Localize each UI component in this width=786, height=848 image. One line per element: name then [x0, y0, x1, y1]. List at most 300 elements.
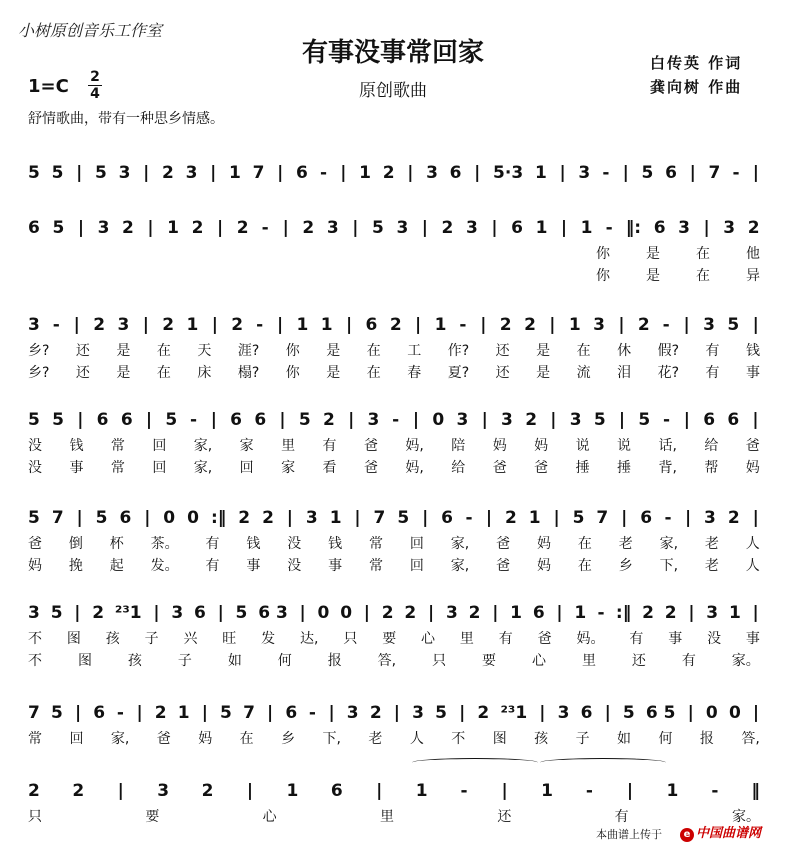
lyric-syllable: 兴: [183, 631, 198, 647]
lyric-syllable: 倒: [68, 536, 83, 552]
notation-row: [28, 407, 760, 433]
barline: |: [286, 508, 293, 528]
lyric-syllable: 老: [618, 536, 633, 552]
note: 6: [532, 603, 545, 623]
barline: |: [752, 410, 759, 430]
note: 6: [194, 603, 206, 623]
lyric-syllable: 是: [646, 268, 660, 284]
lyric-syllable: 花?: [657, 365, 680, 381]
barline: |: [474, 163, 481, 183]
note: 1: [580, 218, 593, 238]
notation-row: [28, 700, 760, 726]
lyric-syllable: 孩: [127, 653, 142, 669]
lyric-syllable: 如: [617, 731, 632, 747]
note: 5: [28, 163, 40, 183]
barline: |: [340, 163, 347, 183]
barline: |: [77, 218, 85, 238]
studio-name: 小树原创音乐工作室: [18, 21, 163, 40]
note: 3: [396, 218, 409, 238]
lyric-syllable: 捶: [575, 460, 590, 476]
note: 5: [641, 163, 654, 183]
lyric-syllable: 人: [409, 731, 424, 747]
note: 2: [477, 703, 490, 723]
lyric-syllable: 你: [596, 268, 610, 284]
lyricist-credit: 白传英 作词: [650, 54, 743, 72]
lyric-syllable: 钱: [745, 343, 760, 359]
note: 2: [72, 781, 85, 801]
barline: |: [352, 218, 359, 238]
lyric-syllable: 妈: [534, 438, 549, 454]
lyric-syllable: 没: [287, 558, 302, 574]
note: -: [664, 508, 672, 528]
note: 3: [557, 703, 570, 723]
lyric-syllable: 有: [681, 653, 696, 669]
note: 2: [441, 218, 454, 238]
lyric-syllable: 有: [205, 536, 220, 552]
note: 3: [466, 218, 478, 238]
barline: |: [683, 315, 690, 335]
note: 6: [330, 781, 343, 801]
note: 1: [434, 315, 447, 335]
note: 2: [201, 781, 214, 801]
note: 5: [52, 410, 65, 430]
lyric-syllable: 是: [326, 365, 341, 381]
note: 0: [163, 508, 176, 528]
note: 3: [501, 410, 513, 430]
lyric-syllable: 事: [328, 558, 343, 574]
lyric-syllable: 妈: [536, 536, 551, 552]
lyric-syllable: 挽: [68, 558, 83, 574]
key-signature: 1=C: [28, 76, 69, 97]
lyric-syllable: 茶。: [150, 536, 179, 552]
lyric-syllable: 没: [28, 460, 42, 476]
lyric-syllable: 帮: [704, 460, 719, 476]
note: -: [459, 315, 467, 335]
note: 6: [295, 163, 308, 183]
barline: |: [421, 218, 429, 238]
note: 7: [252, 163, 265, 183]
barline: :‖: [615, 603, 632, 623]
note: 7: [596, 508, 609, 528]
barline: |: [201, 703, 208, 723]
note: 1: [535, 218, 548, 238]
lyric-syllable: 家,: [450, 536, 470, 552]
lyric-syllable: 只: [28, 809, 42, 825]
note: 1: [167, 218, 179, 238]
lyric-syllable: 爸: [496, 536, 511, 552]
lyric-syllable: 给: [451, 460, 466, 476]
barline: |: [687, 703, 694, 723]
lyric-syllable: 回: [409, 558, 424, 574]
lyric-syllable: 钱: [69, 438, 84, 454]
lyric-syllable: 老: [704, 558, 719, 574]
note: 6: [365, 315, 378, 335]
lyric-syllable: 报: [699, 731, 714, 747]
note: 1: [320, 315, 333, 335]
lyric-syllable: 回: [152, 460, 167, 476]
barline: |: [393, 703, 400, 723]
note: 2: [93, 315, 106, 335]
lyric-syllable: 常: [28, 731, 42, 747]
barline: |: [553, 508, 560, 528]
lyric-syllable: 你: [285, 343, 300, 359]
notation-row: [28, 215, 760, 241]
note: 3: [326, 218, 339, 238]
barline: |: [73, 315, 80, 335]
note: 6: [511, 218, 523, 238]
lyric-syllable: 常: [110, 438, 125, 454]
lyric-syllable: 爸: [28, 536, 42, 552]
note: 2: [231, 315, 244, 335]
barline: |: [153, 603, 160, 623]
lyric-syllable: 事: [668, 631, 683, 647]
barline: |: [684, 508, 692, 528]
lyric-syllable: 看: [322, 460, 337, 476]
note: 2: [162, 315, 175, 335]
note: 6: [580, 703, 593, 723]
barline: |: [147, 218, 154, 238]
lyric-syllable: 事: [745, 365, 760, 381]
notation-row: [28, 505, 760, 531]
notation-row: [28, 312, 760, 338]
note: 3: [346, 703, 359, 723]
lyric-syllable: 里: [379, 809, 394, 825]
lyric-syllable: 只: [432, 653, 447, 669]
note: 7: [28, 703, 40, 723]
lyric-syllable: 不: [28, 631, 42, 647]
lyric-syllable: 有: [705, 343, 720, 359]
lyric-syllable: 如: [227, 653, 242, 669]
barline: |: [217, 603, 224, 623]
note: 6: [96, 410, 109, 430]
lyric-syllable: 钱: [328, 536, 343, 552]
note: 3: [117, 315, 130, 335]
note: -: [261, 218, 269, 238]
lyric-syllable: 在: [366, 343, 381, 359]
barline: |: [144, 508, 151, 528]
barline: |: [210, 163, 217, 183]
lyric-syllable: 妈。: [576, 631, 605, 647]
note: 1: [177, 703, 190, 723]
note: 2: [238, 508, 251, 528]
barline: |: [752, 163, 759, 183]
barline: |: [354, 508, 361, 528]
barline: |: [422, 508, 429, 528]
lyric-syllable: 说: [617, 438, 632, 454]
note: 5: [95, 508, 108, 528]
note: -: [52, 315, 60, 335]
lyric-syllable: 不: [451, 731, 466, 747]
lyric-syllable: 是: [536, 365, 551, 381]
barline: |: [485, 508, 493, 528]
note: 2: [389, 315, 402, 335]
barline: |: [363, 603, 370, 623]
lyric-syllable: 不: [28, 653, 42, 669]
note: 1: [568, 315, 581, 335]
lyric-syllable: 事: [745, 631, 760, 647]
note: 6 5: [645, 703, 676, 723]
lyric-syllable: 乡: [281, 731, 296, 747]
barline: |: [348, 410, 355, 430]
note: 3: [28, 603, 40, 623]
song-title: 有事没事常回家: [301, 38, 484, 68]
barline: |: [492, 603, 499, 623]
lyric-syllable: 在: [696, 268, 710, 284]
lyric-syllable: 杯: [109, 536, 124, 552]
note: 1: [528, 508, 541, 528]
lyric-row: [28, 265, 760, 285]
lyric-syllable: 发: [261, 631, 276, 647]
note: 5: [50, 603, 63, 623]
note: 3: [185, 163, 198, 183]
lyric-syllable: 在: [156, 343, 171, 359]
lyric-syllable: 何: [658, 731, 673, 747]
barline: |: [74, 603, 81, 623]
barline: |: [549, 315, 556, 335]
lyric-syllable: 要: [145, 809, 160, 825]
lyric-syllable: 孩: [534, 731, 549, 747]
lyric-syllable: 你: [285, 365, 300, 381]
note: 3: [445, 603, 458, 623]
lyric-syllable: 心: [421, 631, 436, 647]
barline: |: [267, 703, 274, 723]
note: 3: [367, 410, 380, 430]
note: 2: [525, 410, 538, 430]
lyric-syllable: 爸: [537, 631, 552, 647]
barline: |: [556, 603, 563, 623]
note: 3: [678, 218, 690, 238]
lyric-syllable: 爸: [534, 460, 549, 476]
note: 7: [708, 163, 721, 183]
lyric-syllable: 还: [495, 343, 510, 359]
barline: |: [246, 781, 254, 801]
note: 6: [653, 218, 666, 238]
barline: |: [277, 163, 284, 183]
barline: |: [328, 703, 335, 723]
lyric-syllable: 有: [614, 809, 629, 825]
barline: |: [703, 218, 710, 238]
lyric-syllable: 要: [382, 631, 397, 647]
note: -: [663, 410, 671, 430]
note: 5: [727, 315, 740, 335]
note: 7: [51, 508, 64, 528]
note: 5: [165, 410, 178, 430]
lyric-syllable: 老: [368, 731, 383, 747]
lyric-row: [28, 728, 760, 748]
lyric-syllable: 在: [239, 731, 254, 747]
lyric-syllable: 只: [343, 631, 358, 647]
barline: |: [143, 163, 150, 183]
barline: |: [427, 603, 435, 623]
note: 3: [157, 781, 170, 801]
lyric-syllable: 是: [536, 343, 551, 359]
note: 2: [468, 603, 481, 623]
note: 3: [703, 315, 715, 335]
note: 5: [94, 163, 107, 183]
lyric-syllable: 是: [116, 343, 131, 359]
note: -: [392, 410, 400, 430]
lyric-syllable: 还: [75, 343, 90, 359]
lyric-row: [28, 340, 760, 360]
lyric-syllable: 家。: [731, 653, 760, 669]
lyric-syllable: 要: [482, 653, 497, 669]
note: 2: [382, 163, 395, 183]
note: 0: [187, 508, 199, 528]
note: 2: [747, 218, 760, 238]
lyric-syllable: 是: [646, 246, 660, 262]
composer-credit: 龚向树 作曲: [650, 78, 743, 96]
barline: |: [559, 163, 566, 183]
note: 2: [323, 410, 335, 430]
lyric-syllable: 下,: [322, 731, 341, 747]
barline: ‖: [751, 781, 760, 801]
note: 2: [154, 703, 167, 723]
note: 6: [441, 508, 453, 528]
barline: |: [276, 315, 284, 335]
lyric-syllable: 爸: [496, 558, 511, 574]
lyric-syllable: 回: [152, 438, 167, 454]
lyric-syllable: 发。: [150, 558, 179, 574]
lyric-row: [28, 243, 760, 263]
note: 3: [569, 410, 582, 430]
barline: |: [618, 315, 625, 335]
lyric-syllable: 有: [629, 631, 644, 647]
lyric-syllable: 达,: [300, 631, 319, 647]
note: 1: [574, 603, 587, 623]
note: -: [189, 410, 198, 430]
lyric-syllable: 涯?: [237, 343, 260, 359]
note: 2: [637, 315, 650, 335]
note: -: [465, 508, 473, 528]
lyric-syllable: 妈: [745, 460, 760, 476]
note: 6: [28, 218, 40, 238]
note: 0: [340, 603, 353, 623]
lyric-syllable: 妈: [28, 558, 42, 574]
lyric-syllable: 家,: [659, 536, 679, 552]
barline: |: [752, 603, 759, 623]
lyric-syllable: 常: [110, 460, 125, 476]
tie-arc: [412, 758, 538, 767]
lyric-syllable: 家,: [193, 460, 213, 476]
lyric-syllable: 妈: [536, 558, 551, 574]
lyric-syllable: 乡: [618, 558, 633, 574]
note: ²³1: [500, 703, 528, 723]
lyric-row: [28, 628, 760, 648]
lyric-syllable: 工: [407, 343, 422, 359]
note: 3: [426, 163, 438, 183]
lyric-syllable: 在: [576, 343, 591, 359]
lyric-syllable: 事: [246, 558, 261, 574]
lyric-syllable: 人: [745, 536, 760, 552]
lyric-syllable: 家: [281, 460, 296, 476]
lyric-syllable: 流: [576, 365, 591, 381]
note: 6: [449, 163, 462, 183]
lyric-row: [28, 806, 760, 826]
note: 3: [28, 315, 40, 335]
lyric-syllable: 爸: [156, 731, 171, 747]
lyric-syllable: 说: [575, 438, 590, 454]
song-description: 舒情歌曲，带有一种思乡情感。: [28, 111, 224, 127]
lyric-syllable: 子: [144, 631, 159, 647]
site-logo-icon: e: [680, 828, 694, 842]
lyric-syllable: 假?: [657, 343, 680, 359]
lyric-syllable: 给: [704, 438, 719, 454]
note: 2: [524, 315, 536, 335]
barline: |: [689, 163, 696, 183]
lyric-syllable: 在: [696, 246, 710, 262]
note: 2: [92, 603, 105, 623]
lyric-syllable: 爸: [363, 438, 378, 454]
note: 5: [622, 703, 635, 723]
note: 6: [119, 508, 132, 528]
lyric-syllable: 没: [707, 631, 722, 647]
lyric-syllable: 图: [66, 631, 81, 647]
lyric-syllable: 作?: [447, 343, 470, 359]
lyric-syllable: 是: [116, 365, 131, 381]
lyric-syllable: 你: [596, 246, 610, 262]
lyric-syllable: 妈,: [405, 438, 424, 454]
note: -: [320, 163, 328, 183]
lyric-syllable: 还: [75, 365, 90, 381]
lyric-syllable: 妈: [198, 731, 213, 747]
barline: |: [752, 508, 759, 528]
note: 1: [666, 781, 679, 801]
note: 2: [499, 315, 512, 335]
barline: |: [74, 703, 82, 723]
note: 6: [703, 410, 716, 430]
lyric-syllable: 回: [409, 536, 424, 552]
note: 2: [642, 603, 654, 623]
lyric-syllable: 还: [497, 809, 512, 825]
lyric-syllable: 夏?: [447, 365, 470, 381]
barline: ‖:: [625, 218, 642, 238]
lyric-syllable: 回: [69, 731, 84, 747]
note: 2: [369, 703, 382, 723]
lyric-syllable: 泪: [617, 365, 632, 381]
note: 1: [728, 603, 741, 623]
note: 0: [705, 703, 718, 723]
barline: |: [752, 315, 759, 335]
barline: |: [376, 781, 383, 801]
note: 6: [665, 163, 677, 183]
lyric-syllable: 答,: [741, 731, 760, 747]
time-signature-bottom: 4: [90, 86, 100, 102]
lyric-syllable: 答,: [377, 653, 397, 669]
time-signature-top: 2: [90, 69, 100, 85]
note: 2: [191, 218, 204, 238]
lyric-syllable: 是: [326, 343, 341, 359]
notation-row: [28, 600, 760, 626]
note: 1: [296, 315, 309, 335]
lyric-syllable: 有: [705, 365, 720, 381]
lyric-syllable: 图: [492, 731, 507, 747]
barline: |: [142, 315, 149, 335]
barline: |: [345, 315, 353, 335]
barline: |: [407, 163, 414, 183]
barline: |: [480, 315, 487, 335]
lyric-syllable: 背,: [658, 460, 677, 476]
note: 5: [220, 703, 232, 723]
note: 1: [541, 781, 553, 801]
note: 5: [28, 410, 40, 430]
lyric-syllable: 还: [631, 653, 646, 669]
lyric-syllable: 心: [262, 809, 277, 825]
site-logo: [680, 822, 761, 842]
note: 5: [572, 508, 585, 528]
note: 5: [371, 218, 384, 238]
note: 6: [254, 410, 267, 430]
note: -: [585, 781, 593, 801]
